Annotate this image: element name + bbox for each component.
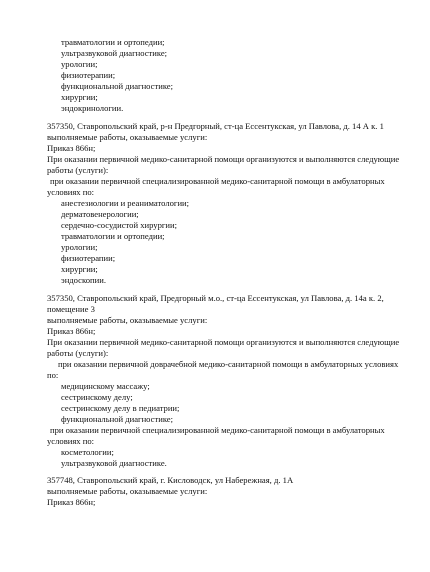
list-item: ультразвуковой диагностике. [61,458,167,468]
list-item: функциональной диагностике; [61,81,174,91]
subsection-heading: условиях по: [47,436,95,446]
list-item: травматологии и ортопедии; [61,37,165,47]
subsection-heading: при оказании первичной специализированной медико-санитарной помощи в амбулаторных [50,176,385,186]
order-text: Приказ 866н; [47,497,96,507]
list-item: ультразвуковой диагностике; [61,48,168,58]
intro-text: При оказании первичной медико-санитарной помощи организуются и выполняются следующие [47,154,400,164]
list-item: урологии; [61,242,98,252]
entry-address: 357350, Ставропольский край, р-н Предгорный, ст-ца Ессентукская, ул Павлова, д. 14 А к. 1 [47,121,384,131]
intro-text: работы (услуги): [47,165,109,175]
list-item: сестринскому делу; [61,392,133,402]
list-item: физиотерапии; [61,253,116,263]
works-label: выполняемые работы, оказываемые услуги: [47,486,208,496]
list-item: медицинскому массажу; [61,381,150,391]
order-text: Приказ 866н; [47,143,96,153]
list-item: хирургии; [61,264,98,274]
intro-text: При оказании первичной медико-санитарной помощи организуются и выполняются следующие [47,337,400,347]
list-item: эндокринологии. [61,103,124,113]
entry-address: 357748, Ставропольский край, г. Кисловодск, ул Набережная, д. 1А [47,475,294,485]
list-item: эндоскопии. [61,275,106,285]
list-item: дерматовенерологии; [61,209,139,219]
entry-address: помещение 3 [47,304,95,314]
list-item: хирургии; [61,92,98,102]
subsection-heading: при оказании первичной доврачебной медико-санитарной помощи в амбулаторных условиях [58,359,399,369]
list-item: физиотерапии; [61,70,116,80]
intro-text: работы (услуги): [47,348,109,358]
subsection-heading: при оказании первичной специализированной медико-санитарной помощи в амбулаторных [50,425,385,435]
list-item: косметологии; [61,447,114,457]
list-item: сестринскому делу в педиатрии; [61,403,180,413]
list-item: урологии; [61,59,98,69]
list-item: анестезиологии и реаниматологии; [61,198,190,208]
entry-address: 357350, Ставропольский край, Предгорный м.о., ст-ца Ессентукская, ул Павлова, д. 14а к. 2, [47,293,384,303]
list-item: функциональной диагностике; [61,414,174,424]
list-item: сердечно-сосудистой хирургии; [61,220,178,230]
order-text: Приказ 866н; [47,326,96,336]
subsection-heading: по: [47,370,59,380]
list-item: травматологии и ортопедии; [61,231,165,241]
subsection-heading: условиях по: [47,187,95,197]
works-label: выполняемые работы, оказываемые услуги: [47,132,208,142]
works-label: выполняемые работы, оказываемые услуги: [47,315,208,325]
